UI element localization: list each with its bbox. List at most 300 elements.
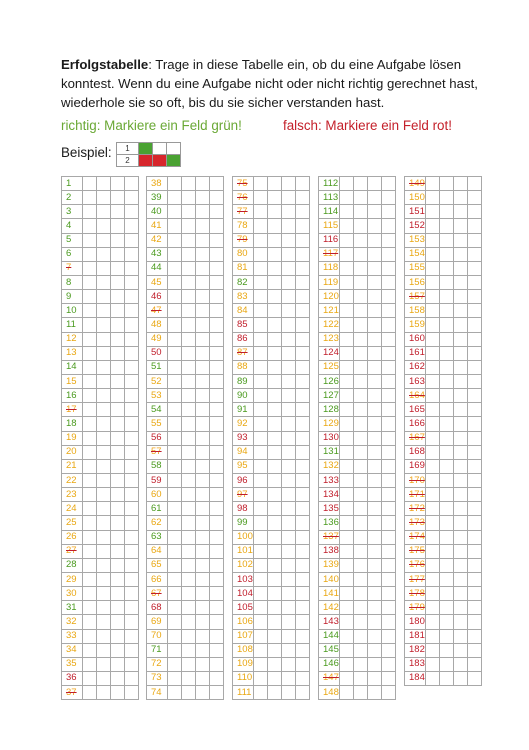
mark-cell[interactable] <box>254 530 268 544</box>
mark-cell[interactable] <box>354 431 368 445</box>
mark-cell[interactable] <box>296 417 310 431</box>
mark-cell[interactable] <box>296 516 310 530</box>
mark-cell[interactable] <box>97 219 111 233</box>
mark-cell[interactable] <box>296 318 310 332</box>
mark-cell[interactable] <box>426 629 440 643</box>
mark-cell[interactable] <box>282 332 296 346</box>
mark-cell[interactable] <box>368 346 382 360</box>
mark-cell[interactable] <box>210 177 224 191</box>
mark-cell[interactable] <box>382 290 396 304</box>
mark-cell[interactable] <box>83 587 97 601</box>
mark-cell[interactable] <box>196 445 210 459</box>
mark-cell[interactable] <box>296 615 310 629</box>
mark-cell[interactable] <box>83 177 97 191</box>
mark-cell[interactable] <box>254 290 268 304</box>
mark-cell[interactable] <box>83 318 97 332</box>
mark-cell[interactable] <box>354 445 368 459</box>
mark-cell[interactable] <box>426 488 440 502</box>
mark-cell[interactable] <box>454 643 468 657</box>
mark-cell[interactable] <box>125 445 139 459</box>
mark-cell[interactable] <box>210 389 224 403</box>
mark-cell[interactable] <box>426 558 440 572</box>
mark-cell[interactable] <box>296 261 310 275</box>
mark-cell[interactable] <box>196 219 210 233</box>
mark-cell[interactable] <box>296 445 310 459</box>
mark-cell[interactable] <box>296 177 310 191</box>
mark-cell[interactable] <box>282 488 296 502</box>
mark-cell[interactable] <box>111 615 125 629</box>
mark-cell[interactable] <box>125 177 139 191</box>
mark-cell[interactable] <box>454 459 468 473</box>
mark-cell[interactable] <box>368 205 382 219</box>
mark-cell[interactable] <box>282 205 296 219</box>
mark-cell[interactable] <box>440 177 454 191</box>
mark-cell[interactable] <box>468 488 482 502</box>
mark-cell[interactable] <box>268 275 282 289</box>
mark-cell[interactable] <box>210 403 224 417</box>
mark-cell[interactable] <box>440 261 454 275</box>
mark-cell[interactable] <box>111 516 125 530</box>
mark-cell[interactable] <box>254 488 268 502</box>
mark-cell[interactable] <box>196 318 210 332</box>
mark-cell[interactable] <box>368 219 382 233</box>
mark-cell[interactable] <box>111 219 125 233</box>
mark-cell[interactable] <box>354 389 368 403</box>
mark-cell[interactable] <box>83 615 97 629</box>
mark-cell[interactable] <box>440 318 454 332</box>
mark-cell[interactable] <box>125 629 139 643</box>
mark-cell[interactable] <box>125 233 139 247</box>
mark-cell[interactable] <box>468 572 482 586</box>
mark-cell[interactable] <box>97 275 111 289</box>
mark-cell[interactable] <box>168 445 182 459</box>
mark-cell[interactable] <box>196 290 210 304</box>
mark-cell[interactable] <box>97 318 111 332</box>
mark-cell[interactable] <box>196 261 210 275</box>
mark-cell[interactable] <box>125 516 139 530</box>
mark-cell[interactable] <box>282 219 296 233</box>
mark-cell[interactable] <box>296 219 310 233</box>
mark-cell[interactable] <box>125 261 139 275</box>
mark-cell[interactable] <box>83 346 97 360</box>
mark-cell[interactable] <box>426 657 440 671</box>
mark-cell[interactable] <box>440 389 454 403</box>
mark-cell[interactable] <box>83 304 97 318</box>
mark-cell[interactable] <box>468 247 482 261</box>
mark-cell[interactable] <box>111 318 125 332</box>
mark-cell[interactable] <box>168 615 182 629</box>
mark-cell[interactable] <box>210 488 224 502</box>
mark-cell[interactable] <box>296 360 310 374</box>
mark-cell[interactable] <box>83 360 97 374</box>
mark-cell[interactable] <box>440 205 454 219</box>
mark-cell[interactable] <box>426 516 440 530</box>
mark-cell[interactable] <box>368 587 382 601</box>
mark-cell[interactable] <box>382 516 396 530</box>
mark-cell[interactable] <box>83 544 97 558</box>
mark-cell[interactable] <box>382 360 396 374</box>
mark-cell[interactable] <box>454 205 468 219</box>
mark-cell[interactable] <box>268 318 282 332</box>
mark-cell[interactable] <box>440 657 454 671</box>
mark-cell[interactable] <box>182 360 196 374</box>
mark-cell[interactable] <box>354 671 368 685</box>
mark-cell[interactable] <box>268 671 282 685</box>
mark-cell[interactable] <box>254 403 268 417</box>
mark-cell[interactable] <box>354 459 368 473</box>
mark-cell[interactable] <box>382 417 396 431</box>
mark-cell[interactable] <box>210 643 224 657</box>
mark-cell[interactable] <box>426 389 440 403</box>
mark-cell[interactable] <box>83 445 97 459</box>
mark-cell[interactable] <box>268 233 282 247</box>
mark-cell[interactable] <box>97 403 111 417</box>
mark-cell[interactable] <box>168 431 182 445</box>
mark-cell[interactable] <box>354 686 368 700</box>
mark-cell[interactable] <box>354 558 368 572</box>
mark-cell[interactable] <box>111 558 125 572</box>
mark-cell[interactable] <box>340 374 354 388</box>
mark-cell[interactable] <box>340 290 354 304</box>
mark-cell[interactable] <box>368 671 382 685</box>
mark-cell[interactable] <box>111 275 125 289</box>
mark-cell[interactable] <box>468 629 482 643</box>
mark-cell[interactable] <box>282 686 296 700</box>
mark-cell[interactable] <box>354 290 368 304</box>
mark-cell[interactable] <box>168 502 182 516</box>
mark-cell[interactable] <box>83 643 97 657</box>
mark-cell[interactable] <box>125 530 139 544</box>
mark-cell[interactable] <box>196 304 210 318</box>
mark-cell[interactable] <box>182 643 196 657</box>
mark-cell[interactable] <box>340 403 354 417</box>
mark-cell[interactable] <box>454 389 468 403</box>
mark-cell[interactable] <box>354 572 368 586</box>
mark-cell[interactable] <box>296 544 310 558</box>
mark-cell[interactable] <box>382 643 396 657</box>
mark-cell[interactable] <box>382 205 396 219</box>
mark-cell[interactable] <box>282 530 296 544</box>
mark-cell[interactable] <box>296 686 310 700</box>
mark-cell[interactable] <box>268 290 282 304</box>
mark-cell[interactable] <box>182 233 196 247</box>
mark-cell[interactable] <box>83 247 97 261</box>
mark-cell[interactable] <box>168 587 182 601</box>
mark-cell[interactable] <box>254 615 268 629</box>
mark-cell[interactable] <box>454 219 468 233</box>
mark-cell[interactable] <box>97 473 111 487</box>
mark-cell[interactable] <box>125 601 139 615</box>
mark-cell[interactable] <box>268 587 282 601</box>
mark-cell[interactable] <box>426 275 440 289</box>
mark-cell[interactable] <box>354 177 368 191</box>
mark-cell[interactable] <box>210 615 224 629</box>
mark-cell[interactable] <box>454 261 468 275</box>
mark-cell[interactable] <box>440 643 454 657</box>
mark-cell[interactable] <box>368 261 382 275</box>
mark-cell[interactable] <box>268 459 282 473</box>
mark-cell[interactable] <box>111 205 125 219</box>
mark-cell[interactable] <box>125 615 139 629</box>
mark-cell[interactable] <box>83 431 97 445</box>
mark-cell[interactable] <box>354 219 368 233</box>
mark-cell[interactable] <box>182 318 196 332</box>
mark-cell[interactable] <box>268 516 282 530</box>
mark-cell[interactable] <box>97 360 111 374</box>
mark-cell[interactable] <box>111 191 125 205</box>
mark-cell[interactable] <box>196 643 210 657</box>
mark-cell[interactable] <box>97 516 111 530</box>
mark-cell[interactable] <box>440 587 454 601</box>
mark-cell[interactable] <box>382 488 396 502</box>
mark-cell[interactable] <box>182 459 196 473</box>
mark-cell[interactable] <box>368 290 382 304</box>
mark-cell[interactable] <box>382 601 396 615</box>
mark-cell[interactable] <box>468 233 482 247</box>
mark-cell[interactable] <box>440 374 454 388</box>
mark-cell[interactable] <box>182 530 196 544</box>
mark-cell[interactable] <box>97 530 111 544</box>
mark-cell[interactable] <box>83 233 97 247</box>
mark-cell[interactable] <box>340 389 354 403</box>
mark-cell[interactable] <box>354 275 368 289</box>
mark-cell[interactable] <box>340 332 354 346</box>
mark-cell[interactable] <box>468 671 482 685</box>
mark-cell[interactable] <box>182 544 196 558</box>
mark-cell[interactable] <box>354 544 368 558</box>
mark-cell[interactable] <box>111 431 125 445</box>
mark-cell[interactable] <box>268 247 282 261</box>
mark-cell[interactable] <box>210 275 224 289</box>
mark-cell[interactable] <box>168 275 182 289</box>
mark-cell[interactable] <box>254 318 268 332</box>
mark-cell[interactable] <box>97 629 111 643</box>
mark-cell[interactable] <box>254 261 268 275</box>
mark-cell[interactable] <box>268 332 282 346</box>
mark-cell[interactable] <box>125 587 139 601</box>
mark-cell[interactable] <box>382 615 396 629</box>
mark-cell[interactable] <box>382 332 396 346</box>
mark-cell[interactable] <box>296 459 310 473</box>
mark-cell[interactable] <box>111 629 125 643</box>
mark-cell[interactable] <box>210 205 224 219</box>
mark-cell[interactable] <box>282 459 296 473</box>
mark-cell[interactable] <box>168 671 182 685</box>
mark-cell[interactable] <box>111 346 125 360</box>
mark-cell[interactable] <box>368 686 382 700</box>
mark-cell[interactable] <box>368 177 382 191</box>
mark-cell[interactable] <box>97 247 111 261</box>
mark-cell[interactable] <box>196 275 210 289</box>
mark-cell[interactable] <box>268 431 282 445</box>
mark-cell[interactable] <box>340 445 354 459</box>
mark-cell[interactable] <box>254 601 268 615</box>
mark-cell[interactable] <box>382 177 396 191</box>
mark-cell[interactable] <box>83 572 97 586</box>
mark-cell[interactable] <box>168 572 182 586</box>
mark-cell[interactable] <box>125 643 139 657</box>
mark-cell[interactable] <box>196 488 210 502</box>
mark-cell[interactable] <box>454 275 468 289</box>
mark-cell[interactable] <box>440 417 454 431</box>
mark-cell[interactable] <box>368 304 382 318</box>
mark-cell[interactable] <box>83 403 97 417</box>
mark-cell[interactable] <box>111 332 125 346</box>
mark-cell[interactable] <box>182 516 196 530</box>
mark-cell[interactable] <box>296 346 310 360</box>
mark-cell[interactable] <box>254 374 268 388</box>
mark-cell[interactable] <box>354 601 368 615</box>
mark-cell[interactable] <box>111 360 125 374</box>
mark-cell[interactable] <box>196 459 210 473</box>
mark-cell[interactable] <box>182 346 196 360</box>
mark-cell[interactable] <box>83 290 97 304</box>
mark-cell[interactable] <box>382 544 396 558</box>
mark-cell[interactable] <box>454 544 468 558</box>
mark-cell[interactable] <box>182 502 196 516</box>
mark-cell[interactable] <box>382 502 396 516</box>
mark-cell[interactable] <box>254 587 268 601</box>
mark-cell[interactable] <box>168 374 182 388</box>
mark-cell[interactable] <box>368 657 382 671</box>
mark-cell[interactable] <box>168 261 182 275</box>
mark-cell[interactable] <box>97 374 111 388</box>
mark-cell[interactable] <box>196 544 210 558</box>
mark-cell[interactable] <box>354 629 368 643</box>
mark-cell[interactable] <box>368 502 382 516</box>
mark-cell[interactable] <box>296 403 310 417</box>
mark-cell[interactable] <box>468 417 482 431</box>
mark-cell[interactable] <box>282 615 296 629</box>
mark-cell[interactable] <box>125 304 139 318</box>
mark-cell[interactable] <box>368 374 382 388</box>
mark-cell[interactable] <box>468 219 482 233</box>
mark-cell[interactable] <box>210 629 224 643</box>
mark-cell[interactable] <box>440 601 454 615</box>
mark-cell[interactable] <box>254 205 268 219</box>
mark-cell[interactable] <box>382 374 396 388</box>
mark-cell[interactable] <box>97 657 111 671</box>
mark-cell[interactable] <box>254 686 268 700</box>
mark-cell[interactable] <box>182 601 196 615</box>
mark-cell[interactable] <box>168 403 182 417</box>
mark-cell[interactable] <box>454 191 468 205</box>
mark-cell[interactable] <box>468 530 482 544</box>
mark-cell[interactable] <box>254 233 268 247</box>
mark-cell[interactable] <box>125 205 139 219</box>
mark-cell[interactable] <box>468 558 482 572</box>
mark-cell[interactable] <box>368 417 382 431</box>
mark-cell[interactable] <box>254 346 268 360</box>
mark-cell[interactable] <box>210 459 224 473</box>
mark-cell[interactable] <box>454 290 468 304</box>
mark-cell[interactable] <box>282 572 296 586</box>
mark-cell[interactable] <box>210 332 224 346</box>
mark-cell[interactable] <box>468 615 482 629</box>
mark-cell[interactable] <box>210 671 224 685</box>
mark-cell[interactable] <box>426 374 440 388</box>
mark-cell[interactable] <box>368 473 382 487</box>
mark-cell[interactable] <box>268 191 282 205</box>
mark-cell[interactable] <box>368 389 382 403</box>
mark-cell[interactable] <box>83 601 97 615</box>
mark-cell[interactable] <box>468 304 482 318</box>
mark-cell[interactable] <box>426 247 440 261</box>
mark-cell[interactable] <box>168 191 182 205</box>
mark-cell[interactable] <box>340 417 354 431</box>
mark-cell[interactable] <box>196 403 210 417</box>
mark-cell[interactable] <box>268 488 282 502</box>
mark-cell[interactable] <box>97 304 111 318</box>
mark-cell[interactable] <box>168 629 182 643</box>
mark-cell[interactable] <box>340 516 354 530</box>
mark-cell[interactable] <box>182 205 196 219</box>
mark-cell[interactable] <box>340 601 354 615</box>
mark-cell[interactable] <box>254 671 268 685</box>
mark-cell[interactable] <box>454 318 468 332</box>
mark-cell[interactable] <box>440 431 454 445</box>
mark-cell[interactable] <box>454 629 468 643</box>
mark-cell[interactable] <box>125 671 139 685</box>
mark-cell[interactable] <box>426 671 440 685</box>
mark-cell[interactable] <box>354 417 368 431</box>
mark-cell[interactable] <box>368 445 382 459</box>
mark-cell[interactable] <box>97 346 111 360</box>
mark-cell[interactable] <box>168 304 182 318</box>
mark-cell[interactable] <box>468 261 482 275</box>
mark-cell[interactable] <box>340 261 354 275</box>
mark-cell[interactable] <box>83 459 97 473</box>
mark-cell[interactable] <box>268 615 282 629</box>
mark-cell[interactable] <box>282 261 296 275</box>
mark-cell[interactable] <box>382 558 396 572</box>
mark-cell[interactable] <box>382 445 396 459</box>
mark-cell[interactable] <box>354 516 368 530</box>
mark-cell[interactable] <box>196 629 210 643</box>
mark-cell[interactable] <box>168 233 182 247</box>
mark-cell[interactable] <box>454 177 468 191</box>
mark-cell[interactable] <box>426 530 440 544</box>
mark-cell[interactable] <box>440 459 454 473</box>
mark-cell[interactable] <box>454 671 468 685</box>
mark-cell[interactable] <box>340 544 354 558</box>
mark-cell[interactable] <box>168 459 182 473</box>
mark-cell[interactable] <box>182 247 196 261</box>
mark-cell[interactable] <box>182 417 196 431</box>
mark-cell[interactable] <box>254 247 268 261</box>
mark-cell[interactable] <box>282 360 296 374</box>
mark-cell[interactable] <box>454 516 468 530</box>
mark-cell[interactable] <box>340 360 354 374</box>
mark-cell[interactable] <box>196 615 210 629</box>
mark-cell[interactable] <box>354 374 368 388</box>
mark-cell[interactable] <box>454 247 468 261</box>
mark-cell[interactable] <box>368 615 382 629</box>
mark-cell[interactable] <box>97 191 111 205</box>
mark-cell[interactable] <box>282 247 296 261</box>
mark-cell[interactable] <box>382 459 396 473</box>
mark-cell[interactable] <box>97 332 111 346</box>
mark-cell[interactable] <box>111 290 125 304</box>
mark-cell[interactable] <box>97 587 111 601</box>
mark-cell[interactable] <box>210 601 224 615</box>
mark-cell[interactable] <box>468 445 482 459</box>
mark-cell[interactable] <box>282 643 296 657</box>
mark-cell[interactable] <box>125 290 139 304</box>
mark-cell[interactable] <box>125 403 139 417</box>
mark-cell[interactable] <box>340 587 354 601</box>
mark-cell[interactable] <box>340 530 354 544</box>
